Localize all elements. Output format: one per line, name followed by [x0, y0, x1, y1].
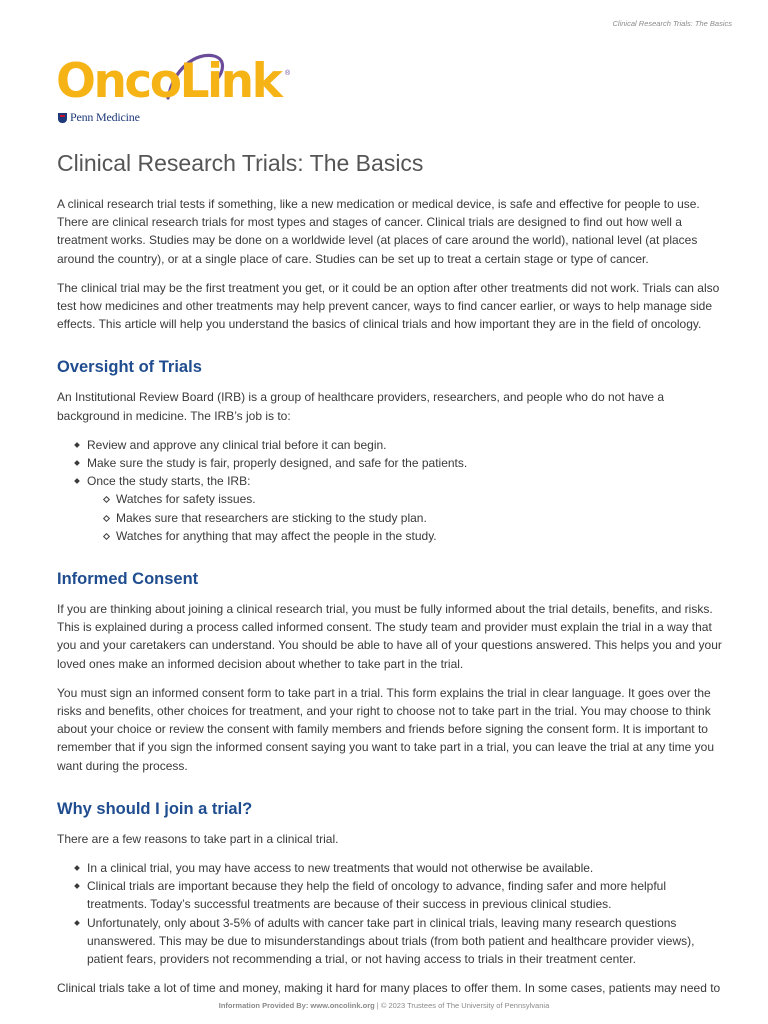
section-heading-why: Why should I join a trial? — [57, 799, 253, 818]
section-heading-oversight: Oversight of Trials — [57, 358, 202, 377]
list-item: In a clinical trial, you may have access to new treatments that would not otherwise be available. — [75, 859, 727, 877]
oncolink-logo — [56, 46, 296, 126]
consent-paragraph-2: You must sign an informed consent form to take part in a trial. This form explains the trial in clear language. It goes over the risks and benefits, other choices for treatment, and your right to choose not to take part in the trial. You may choose to think about your choice or review the consent with family members and friends before signing the consent form. It is important to remember that if you sign the informed consent saying you want to take part in a trial, you can leave the trial at any time you want during the process. — [57, 685, 715, 773]
list-item: Once the study starts, the IRB: Watches for safety issues. Makes sure that researchers are sticking to the study plan. Watches for anything that may affect the people in the study. — [75, 472, 727, 545]
bullet-icon — [74, 883, 80, 889]
consent-paragraph-1: If you are thinking about joining a clinical research trial, you must be fully informed about the trial details, benefits, and risks. This is explained during a process called informed consent. The study team and provider must explain the trial in a way that you and your caretakers can understand. You should be able to have all of your questions answered. This helps you and your loved ones make an informed decision about whether to take part in the trial. — [57, 602, 722, 671]
page-title: Clinical Research Trials: The Basics — [57, 150, 424, 176]
sub-list-item: Watches for safety issues. — [104, 490, 727, 508]
why-paragraph: There are a few reasons to take part in a clinical trial. — [57, 831, 339, 846]
list-item: Clinical trials are important because they help the field of oncology to advance, finding safer and more helpful treatments. Today’s successful treatments are because of their success in previous clinical studies. — [75, 877, 727, 913]
list-item: Make sure the study is fair, properly designed, and safe for the patients. — [75, 454, 727, 472]
sub-list-item: Watches for anything that may affect the people in the study. — [104, 527, 727, 545]
hollow-bullet-icon — [103, 515, 110, 522]
sub-list-item: Makes sure that researchers are sticking to the study plan. — [104, 509, 727, 527]
oversight-paragraph: An Institutional Review Board (IRB) is a group of healthcare providers, researchers, and people who do not have a background in medicine. The IRB’s job is to: — [57, 390, 665, 423]
logo-wordmark: OncoLink — [56, 54, 281, 109]
list-item: Review and approve any clinical trial before it can begin. — [75, 436, 727, 454]
intro-paragraph-2: The clinical trial may be the first treatment you get, or it could be an option after other treatments did not work. Trials can also test how medicines and other treatments may help prevent cancer, ways to find cancer earlier, or ways to help manage side effects. This article will help you understand the basics of clinical trials and how important they are in the field of oncology. — [57, 280, 720, 332]
oversight-sublist — [87, 490, 727, 545]
bullet-icon — [74, 442, 80, 448]
running-header: Clinical Research Trials: The Basics — [612, 19, 732, 28]
registered-mark: ® — [285, 70, 291, 77]
bullet-icon — [74, 478, 80, 484]
article-body — [57, 148, 727, 1009]
why-closing-paragraph: Clinical trials take a lot of time and money, making it hard for many places to offer them. In some cases, patients may need to — [57, 981, 721, 996]
oversight-list — [57, 436, 727, 545]
footer-source-label: Information Provided By: www.oncolink.org — [218, 1001, 375, 1010]
section-heading-consent: Informed Consent — [57, 570, 199, 589]
footer-copyright: © 2023 Trustees of The University of Pennsylvania — [380, 1001, 550, 1010]
intro-paragraph-1: A clinical research trial tests if something, like a new medication or medical device, is safe and effective for people to use. There are clinical research trials for most types and stages of cancer. Clinical trials are designed to find out how well a treatment works. Studies may be done on a worldwide level (at places of care around the world), national level (at places around the country), or at a single place of care. Studies can be set up to treat a certain stage or type of cancer. — [57, 197, 700, 266]
hollow-bullet-icon — [103, 496, 110, 503]
bullet-icon — [74, 865, 80, 871]
footer-separator: | — [374, 1001, 381, 1010]
list-item: Unfortunately, only about 3-5% of adults with cancer take part in clinical trials, leaving many research questions unanswered. This may be due to misunderstandings about trials (from both patient and healthcare provider views), patient fears, providers not recommending a trial, or not having access to trials in their treatment center. — [75, 914, 727, 969]
penn-shield-icon — [58, 113, 67, 123]
hollow-bullet-icon — [103, 533, 110, 540]
bullet-icon — [74, 920, 80, 926]
page-footer — [0, 1001, 768, 1010]
penn-medicine-brand — [58, 110, 140, 125]
why-list — [57, 859, 727, 968]
bullet-icon — [74, 460, 80, 466]
penn-medicine-label: Penn Medicine — [70, 110, 140, 124]
